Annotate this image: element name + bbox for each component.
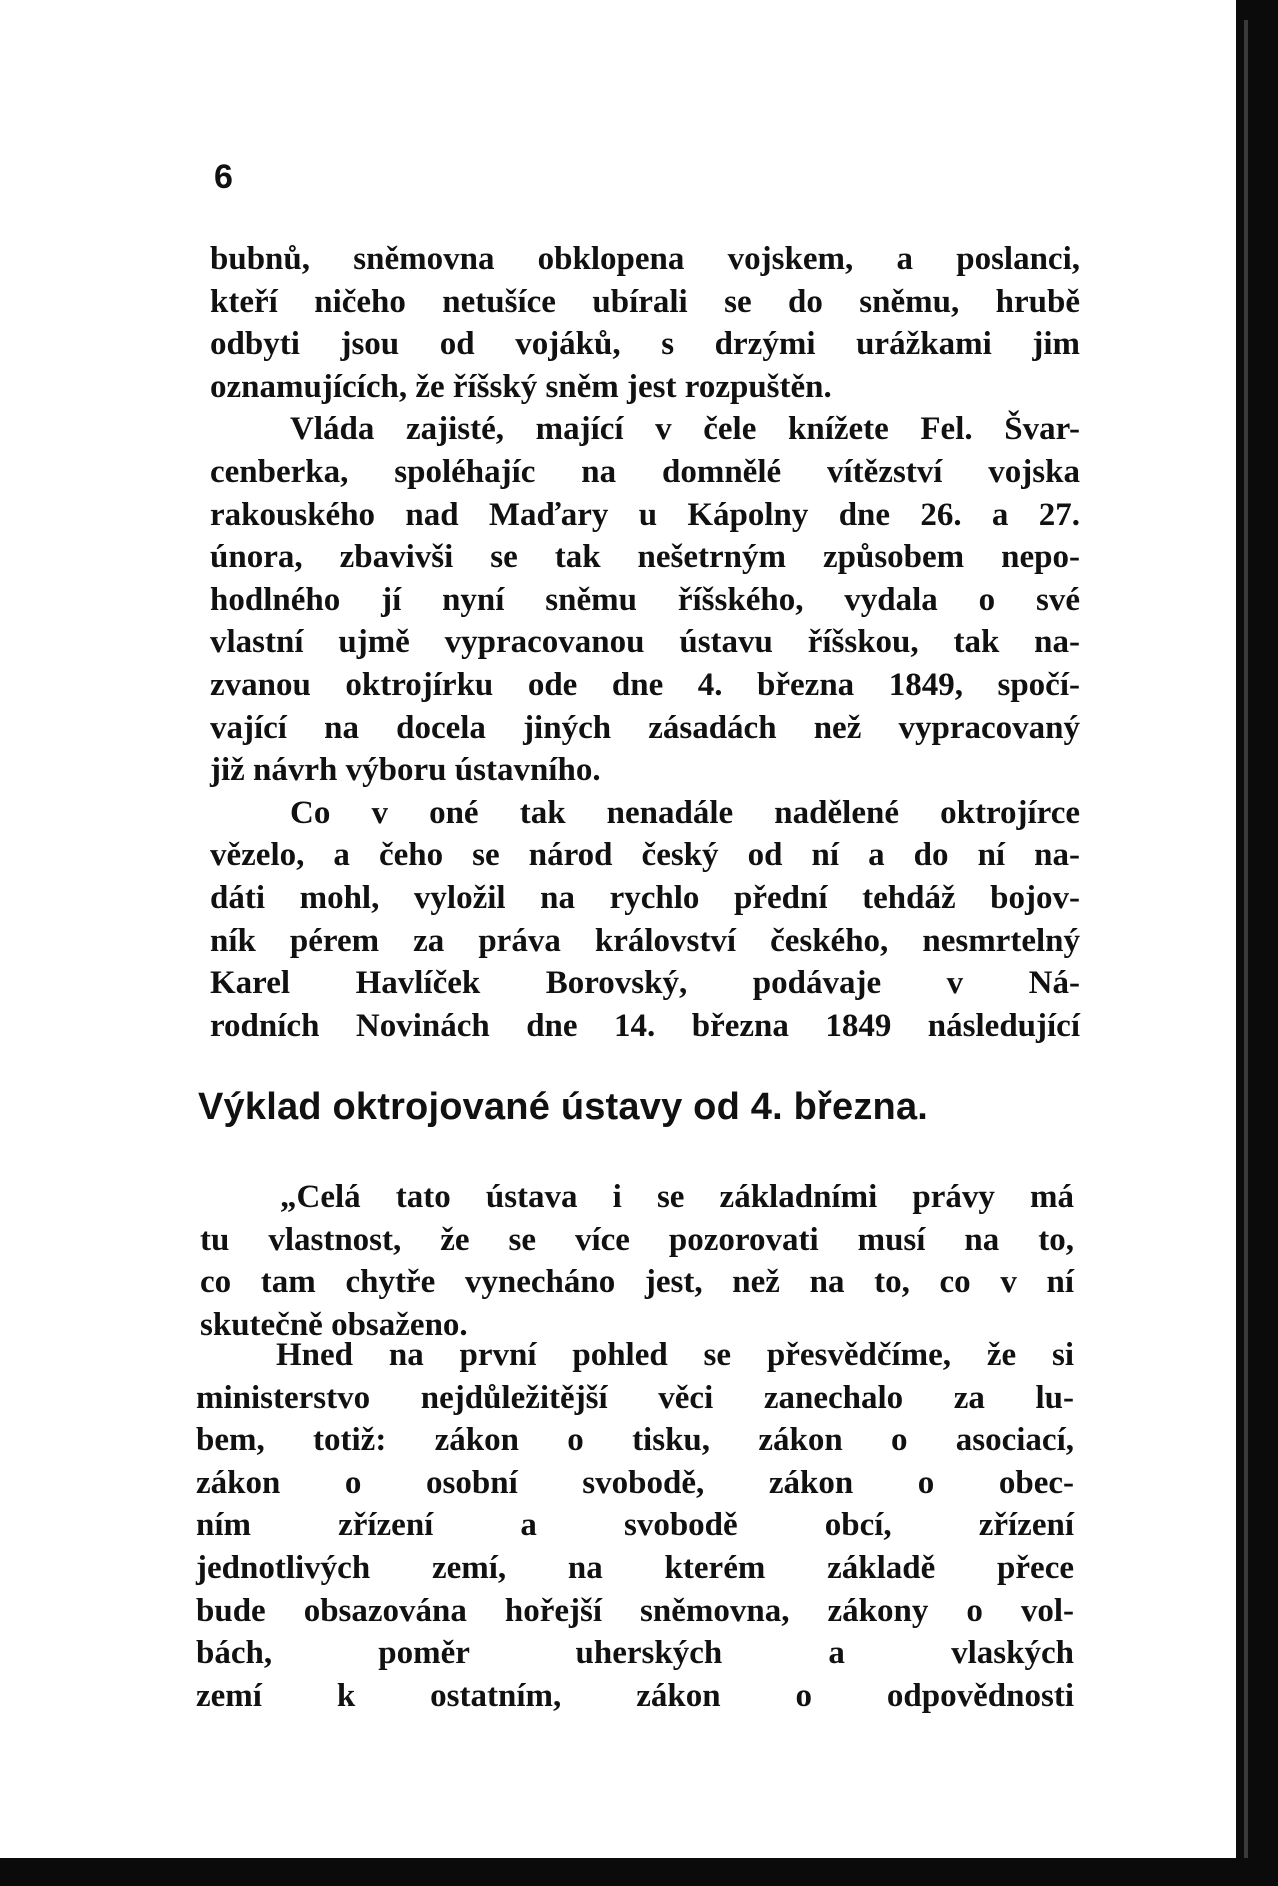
section-heading: Výklad oktrojované ústavy od 4. března. (198, 1086, 929, 1128)
text-line: ním zřízení a svobodě obcí, zřízení (196, 1507, 1074, 1544)
text-line: vající na docela jiných zásadách než vypracovaný (210, 709, 1080, 746)
text-line: rodních Novinách dne 14. března 1849 následující (210, 1007, 1080, 1044)
text-line: zákon o osobní svobodě, zákon o obec- (196, 1464, 1074, 1501)
body-text-bottom (196, 1334, 1074, 1717)
text-line: ník pérem za práva království českého, nesmrtelný (210, 922, 1080, 959)
text-line: vězelo, a čeho se národ český od ní a do ní na- (210, 837, 1080, 874)
text-line: cenberka, spoléhajíc na domnělé vítězství vojska (210, 453, 1080, 490)
text-line: dáti mohl, vyložil na rychlo přední tehdáž bojov- (210, 879, 1080, 916)
text-line: již návrh výboru ústavního. (210, 752, 601, 789)
text-line: ministerstvo nejdůležitější věci zanechalo za lu- (196, 1379, 1074, 1416)
text-line: Co v oné tak nenadále nadělené oktrojírce (290, 794, 1080, 831)
text-line: co tam chytře vynecháno jest, než na to, co v ní (200, 1264, 1074, 1301)
text-line: odbyti jsou od vojáků, s drzými urážkami jim (210, 326, 1080, 363)
text-line: hodlného jí nyní sněmu říšského, vydala o své (210, 581, 1080, 618)
body-text-quote (200, 1176, 1074, 1346)
text-line: bách, poměr uherských a vlaských (196, 1635, 1074, 1672)
text-line: Karel Havlíček Borovský, podávaje v Ná- (210, 965, 1080, 1002)
text-line: bubnů, sněmovna obklopena vojskem, a poslanci, (210, 241, 1080, 277)
text-line: Vláda zajisté, mající v čele knížete Fel. Švar- (290, 411, 1080, 448)
text-line: února, zbavivši se tak nešetrným způsobem nepo- (210, 539, 1080, 576)
text-line: vlastní ujmě vypracovanou ústavu říšskou, tak na- (210, 624, 1080, 661)
page-edge-right (1236, 0, 1278, 1886)
text-line: rakouského nad Maďary u Kápolny dne 26. a 27. (210, 496, 1080, 533)
body-text-top (210, 238, 1080, 1047)
text-line: jednotlivých zemí, na kterém základě přece (196, 1549, 1074, 1586)
text-line: bude obsazována hořejší sněmovna, zákony o vol- (196, 1592, 1074, 1629)
text-line: „Celá tato ústava i se základními právy má (280, 1179, 1074, 1215)
text-line: bem, totiž: zákon o tisku, zákon o asociací, (196, 1422, 1074, 1459)
text-line: zemí k ostatním, zákon o odpovědnosti (196, 1677, 1074, 1714)
text-line: Hned na první pohled se přesvědčíme, že si (276, 1337, 1074, 1373)
page-number: 6 (214, 158, 233, 196)
text-line: skutečně obsaženo. (200, 1306, 468, 1343)
page-edge-highlight (1244, 20, 1248, 1870)
text-line: oznamujících, že říšský sněm jest rozpuštěn. (210, 368, 832, 405)
text-line: zvanou oktrojírku ode dne 4. března 1849, spočí- (210, 666, 1080, 703)
text-line: tu vlastnost, že se více pozorovati musí na to, (200, 1221, 1074, 1258)
text-line: kteří ničeho netušíce ubírali se do sněmu, hrubě (210, 283, 1080, 320)
page-edge-bottom (0, 1858, 1278, 1886)
